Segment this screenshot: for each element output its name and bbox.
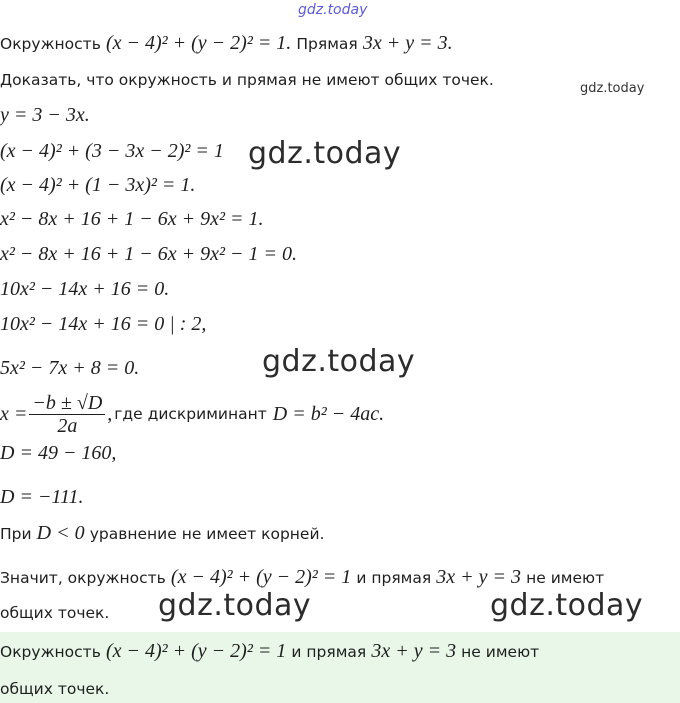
formula-fraction — [29, 392, 105, 437]
step-5: x² − 8x + 16 + 1 − 6x + 9x² − 1 = 0. — [0, 243, 297, 265]
word-line: Прямая — [296, 35, 358, 53]
disc-step-1: D = 49 − 160, — [0, 442, 117, 464]
answer-circle: (x − 4)² + (y − 2)² = 1 — [105, 640, 287, 662]
conclusion2-mid: и прямая — [356, 569, 432, 587]
step-1: y = 3 − 3x. — [0, 104, 90, 126]
watermark-large-2: gdz.today — [262, 344, 416, 379]
disc-step-2: D = −111. — [0, 486, 84, 508]
step-6: 10x² − 14x + 16 = 0. — [0, 278, 170, 300]
step-3: (x − 4)² + (1 − 3x)² = 1. — [0, 174, 196, 196]
conclusion2-circle: (x − 4)² + (y − 2)² = 1 — [170, 566, 352, 588]
conclusion2-post: не имеют — [526, 569, 605, 587]
step-2: (x − 4)² + (3 − 3x − 2)² = 1 — [0, 140, 224, 162]
conclusion1-pre: При — [0, 525, 32, 543]
step-4: x² − 8x + 16 + 1 − 6x + 9x² = 1. — [0, 208, 264, 230]
conclusion2-line: 3x + y = 3 — [436, 566, 522, 588]
problem-task: Доказать, что окружность и прямая не имеют общих точек. — [0, 71, 494, 89]
watermark-top: gdz.today — [298, 2, 368, 18]
formula-denominator: 2a — [57, 414, 78, 437]
problem-statement — [0, 32, 453, 55]
formula-text: где дискриминант — [114, 405, 267, 423]
conclusion-statement — [0, 566, 604, 589]
watermark-large-3: gdz.today — [158, 588, 312, 623]
watermark-large-1: gdz.today — [248, 136, 402, 171]
answer-line-1 — [0, 640, 539, 663]
root-formula — [0, 386, 384, 442]
circle-equation: (x − 4)² + (y − 2)² = 1. — [105, 32, 292, 54]
answer-line-2: общих точек. — [0, 680, 110, 698]
step-7: 10x² − 14x + 16 = 0 | : 2, — [0, 313, 207, 335]
conclusion2-pre: Значит, окружность — [0, 569, 166, 587]
conclusion1-cond: D < 0 — [36, 522, 85, 544]
formula-comma: , — [107, 402, 113, 425]
answer-box — [0, 632, 680, 703]
formula-numerator: −b ± √D — [29, 392, 105, 415]
answer-line-eq: 3x + y = 3 — [371, 640, 457, 662]
word-circle: Окружность — [0, 35, 101, 53]
conclusion-no-roots — [0, 522, 324, 545]
watermark-small: gdz.today — [580, 81, 645, 96]
step-8: 5x² − 7x + 8 = 0. — [0, 357, 140, 379]
answer-mid: и прямая — [291, 643, 367, 661]
answer-pre: Окружность — [0, 643, 101, 661]
answer-post: не имеют — [461, 643, 540, 661]
conclusion1-post: уравнение не имеет корней. — [89, 525, 325, 543]
formula-lhs: x = — [0, 402, 28, 425]
line-equation: 3x + y = 3. — [362, 32, 453, 54]
watermark-large-4: gdz.today — [490, 588, 644, 623]
conclusion2-line2: общих точек. — [0, 604, 110, 622]
discriminant-formula: D = b² − 4ac. — [272, 402, 385, 425]
